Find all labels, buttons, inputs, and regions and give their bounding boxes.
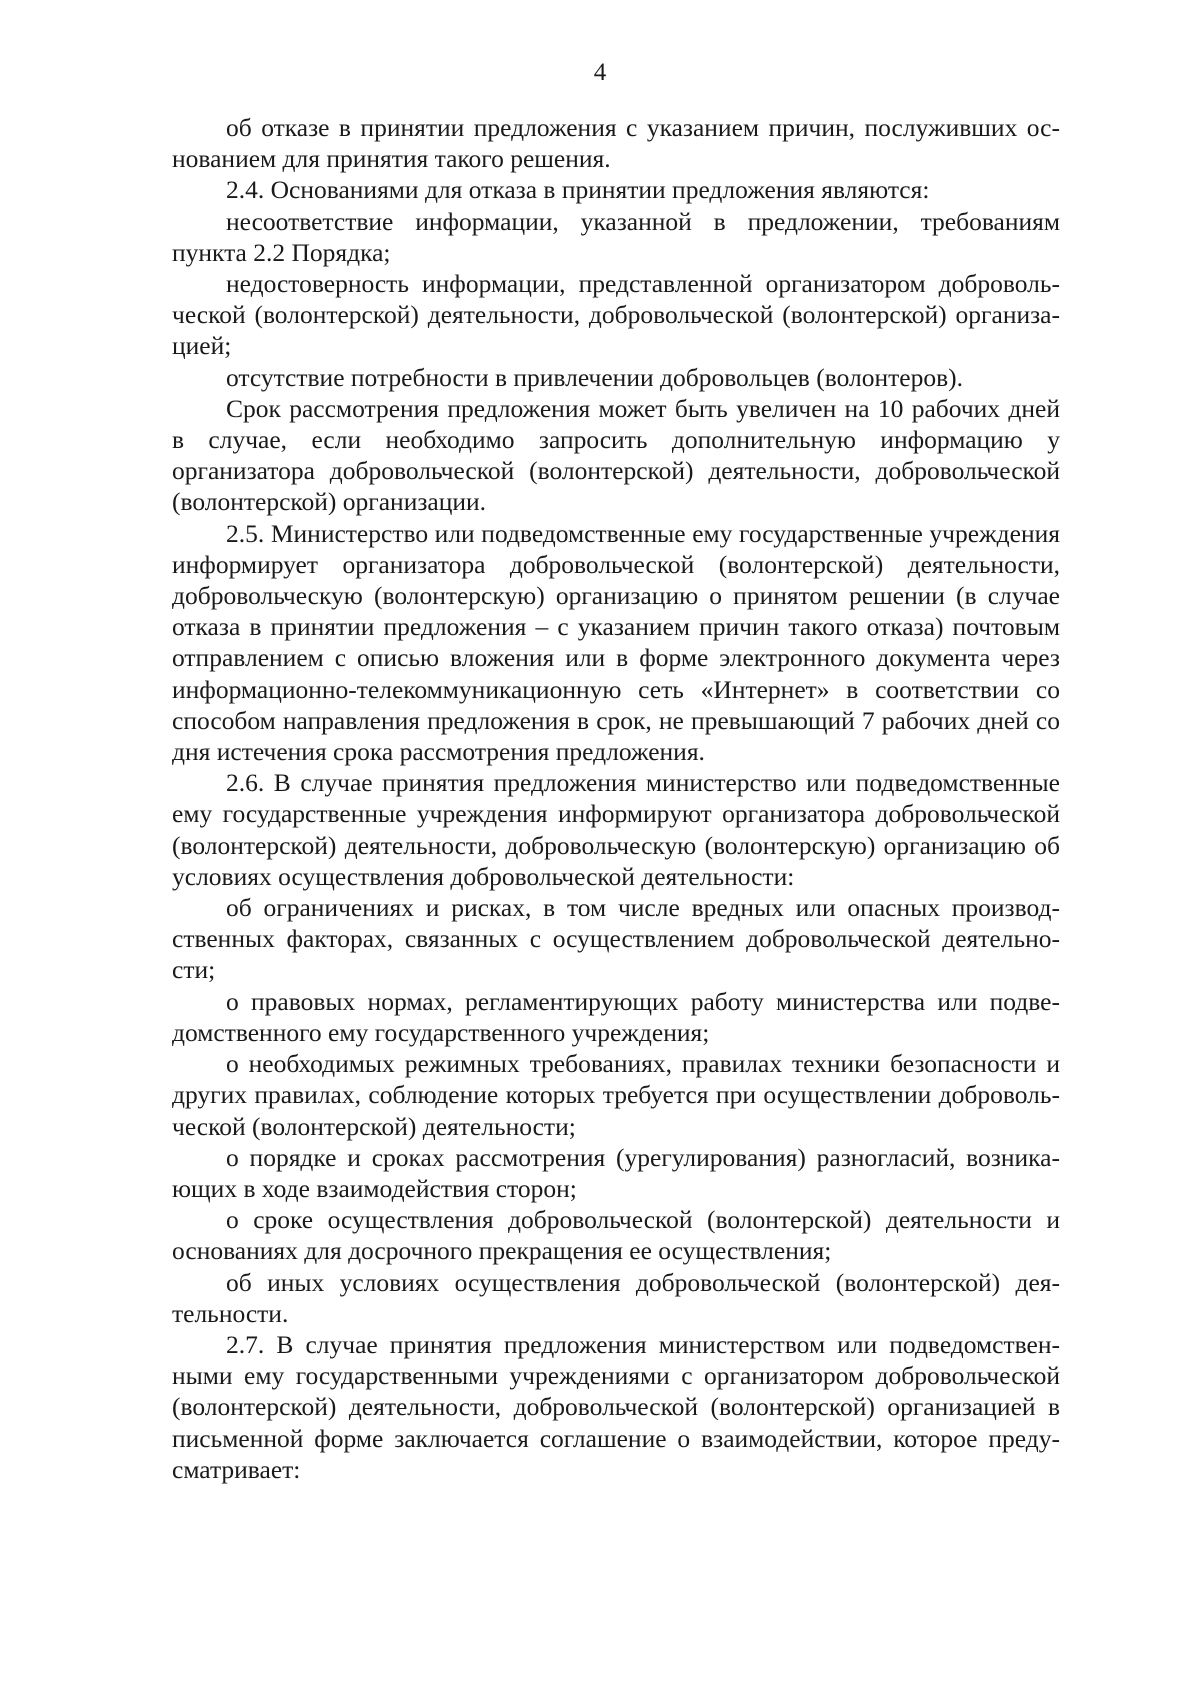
paragraph-disputes: о порядке и сроках рассмотрения (урегулирования) разногласий, возникающих в ходе взаимодействия сторон; bbox=[172, 1142, 1060, 1203]
paragraph-restrictions-risks: об ограничениях и рисках, в том числе вредных или опасных производственных факторах, связанных с осуществлением добровольческой деятельности; bbox=[172, 893, 1060, 985]
paragraph-2-6: 2.6. В случае принятия предложения министерство или подведомственные ему государственные учреждения информируют организатора добровольческой (волонтерской) деятельности, добровольческую (волонтерскую) организацию об условиях осуществления добровольческой деятельности: bbox=[172, 768, 1060, 891]
paragraph-nonconformity: несоответствие информации, указанной в предложении, требованиям пункта 2.2 Порядка; bbox=[172, 206, 1060, 267]
paragraph-2-7: 2.7. В случае принятия предложения министерством или подведомственными ему государственными учреждениями с организатором добровольческой (волонтерской) деятельности, добровольческой (волонтерской) организацией в письменной форме заключается соглашение о взаимодействии, которое предусматривает: bbox=[172, 1329, 1060, 1484]
paragraph-no-need: отсутствие потребности в привлечении добровольцев (волонтеров). bbox=[226, 362, 963, 392]
paragraph-refusal-notice: об отказе в принятии предложения с указанием причин, послуживших основанием для принятия такого решения. bbox=[172, 113, 1060, 174]
document-body bbox=[172, 112, 1060, 1485]
paragraph-legal-norms: о правовых нормах, регламентирующих работу министерства или подведомственного ему государственного учреждения; bbox=[172, 986, 1060, 1047]
paragraph-unreliability: недостоверность информации, представленной организатором добровольческой (волонтерской) деятельности, добровольческой (волонтерской) организацией; bbox=[172, 269, 1060, 361]
paragraph-2-5: 2.5. Министерство или подведомственные ему государственные учреждения информирует организатора добровольческой (волонтерской) деятельности, добровольческую (волонтерскую) организацию о принятом решении (в случае отказа в принятии предложения – с указанием причин такого отказа) почтовым отправлением с описью вложения или в форме электронного документа через информационно-телекоммуникационную сеть «Интернет» в соответствии со способом направления предложения в срок, не превышающий 7 рабочих дней со дня истечения срока рассмотрения предложения. bbox=[172, 518, 1060, 767]
paragraph-safety-requirements: о необходимых режимных требованиях, правилах техники безопасности и других правилах, соблюдение которых требуется при осуществлении добровольческой (волонтерской) деятельности; bbox=[172, 1049, 1060, 1141]
paragraph-other-conditions: об иных условиях осуществления добровольческой (волонтерской) деятельности. bbox=[172, 1267, 1060, 1328]
page-number: 4 bbox=[593, 59, 607, 86]
paragraph-2-4-heading: 2.4. Основаниями для отказа в принятии предложения являются: bbox=[226, 175, 930, 205]
paragraph-review-extension: Срок рассмотрения предложения может быть увеличен на 10 рабочих дней в случае, если необходимо запросить дополнительную информацию у организатора добровольческой (волонтерской) деятельности, добровольческой (волонтерской) организации. bbox=[172, 393, 1060, 517]
paragraph-term: о сроке осуществления добровольческой (волонтерской) деятельности и основаниях для досрочного прекращения ее осуществления; bbox=[172, 1205, 1060, 1266]
